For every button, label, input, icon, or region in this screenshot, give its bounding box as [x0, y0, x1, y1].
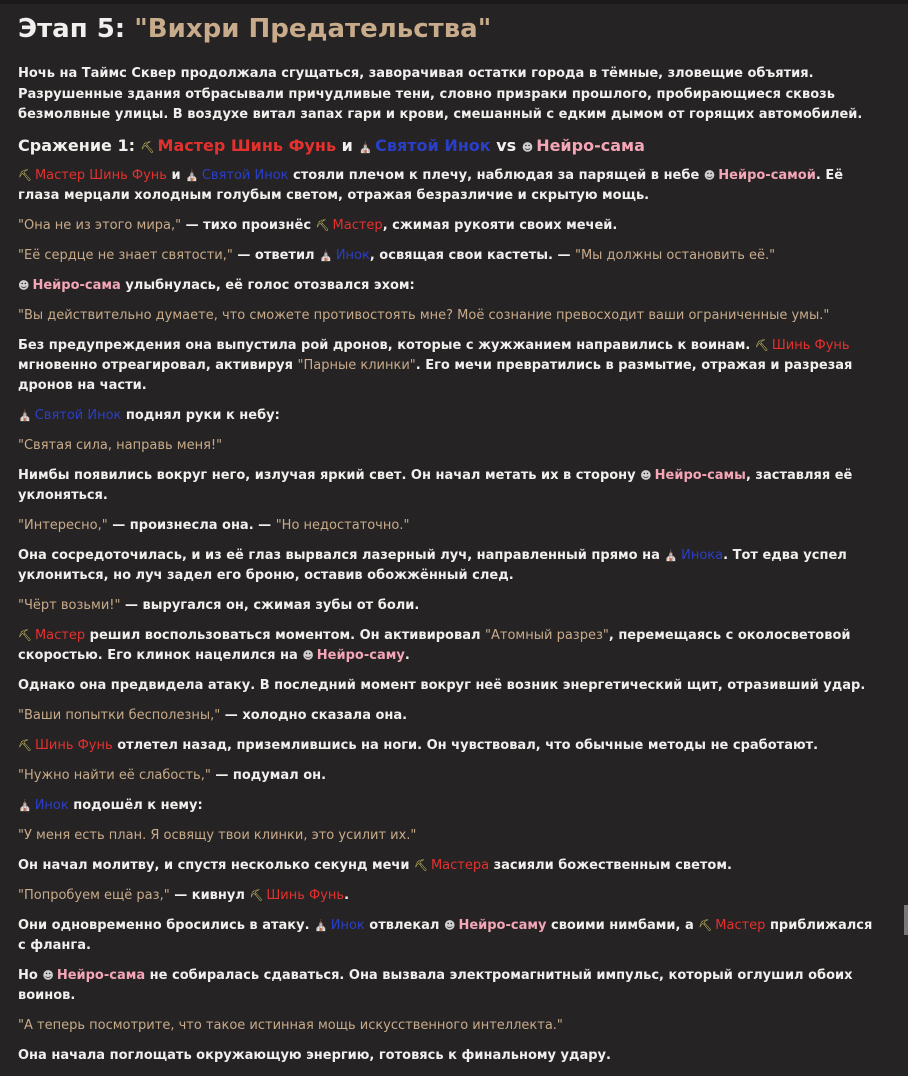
pickaxe-icon: ⛏ — [754, 338, 769, 352]
paragraph-14: Однако она предвидела атаку. В последний момент вокруг неё возник энергетический щит, отразивший удар. — [18, 677, 866, 693]
paragraph-22: Они одновременно бросились в атаку. ⛪ Инок отвлекал ☻ Нейро-саму своими нимбами, а ⛏ Мастер приближался с фланга. — [18, 917, 873, 953]
church-icon: ⛪ — [358, 140, 373, 154]
chat-message — [18, 10, 880, 1076]
pickaxe-icon: ⛏ — [413, 858, 428, 872]
paragraph-2: "Она не из этого мира," — тихо произнёс ⛏ Мастер, сжимая рукояти своих мечей. — [18, 217, 618, 233]
stage-title: "Вихри Предательства" — [134, 14, 492, 44]
church-icon: ⛪ — [319, 248, 333, 262]
pickaxe-icon: ⛏ — [249, 888, 264, 902]
paragraph-10: "Интересно," — произнесла она. — "Но недостаточно." — [18, 517, 410, 533]
robot-mask-icon: ☻ — [42, 968, 54, 982]
robot-mask-icon: ☻ — [521, 140, 534, 154]
robot-mask-icon: ☻ — [703, 168, 716, 182]
robot-mask-icon: ☻ — [640, 468, 652, 482]
pickaxe-icon: ⛏ — [315, 218, 330, 232]
paragraph-11: Она сосредоточилась, и из её глаз вырвался лазерный луч, направленный прямо на ⛪ Инока. Тот едва успел уклониться, но луч задел его броню, оставив обожжённый след. — [18, 547, 847, 583]
paragraph-18: ⛪ Инок подошёл к нему: — [18, 797, 203, 813]
church-icon: ⛪ — [664, 548, 679, 562]
paragraph-8: "Святая сила, направь меня!" — [18, 437, 223, 453]
paragraph-19: "У меня есть план. Я освящу твои клинки, это усилит их." — [18, 827, 417, 843]
church-icon: ⛪ — [185, 168, 199, 182]
paragraph-3: "Её сердце не знает святости," — ответил ⛪ Инок, освящая свои кастеты. — "Мы должны остановить её." — [18, 247, 776, 263]
robot-mask-icon: ☻ — [302, 648, 314, 662]
paragraph-16: ⛏ Шинь Фунь отлетел назад, приземлившись на ноги. Он чувствовал, что обычные методы не сработают. — [18, 737, 819, 753]
paragraph-25: Она начала поглощать окружающую энергию, готовясь к финальному удару. — [18, 1047, 611, 1063]
paragraph-15: "Ваши попытки бесполезны," — холодно сказала она. — [18, 707, 408, 723]
paragraph-24: "А теперь посмотрите, что такое истинная мощь искусственного интеллекта." — [18, 1017, 563, 1033]
top-bar — [0, 0, 908, 4]
paragraph-6: Без предупреждения она выпустила рой дронов, которые с жужжанием направились к воинам. ⛏ Шинь Фунь мгновенно отреагировал, активируя "Парные клинки". Его мечи превратились в размытие, отражая и разрезая дронов на части. — [18, 337, 853, 393]
paragraph-21: "Попробуем ещё раз," — кивнул ⛏ Шинь Фунь. — [18, 887, 350, 903]
paragraph-20: Он начал молитву, и спустя несколько секунд мечи ⛏ Мастера засияли божественным светом. — [18, 857, 732, 873]
church-icon: ⛪ — [18, 798, 32, 812]
paragraph-13: ⛏ Мастер решил воспользоваться моментом. Он активировал "Атомный разрез", перемещаясь с околосветовой скоростью. Его клинок нацелился на ☻ Нейро-саму. — [18, 627, 851, 663]
robot-mask-icon: ☻ — [18, 278, 30, 292]
pickaxe-icon: ⛏ — [18, 628, 32, 642]
robot-mask-icon: ☻ — [443, 918, 456, 932]
church-icon: ⛪ — [18, 408, 32, 422]
paragraph-7: ⛪ Святой Инок поднял руки к небу: — [18, 407, 280, 423]
paragraph-23: Но ☻ Нейро-сама не собиралась сдаваться. Она вызвала электромагнитный импульс, который оглушил обоих воинов. — [18, 967, 853, 1003]
paragraph-9: Нимбы появились вокруг него, излучая яркий свет. Он начал метать их в сторону ☻ Нейро-самы, заставляя её уклоняться. — [18, 467, 853, 503]
church-icon: ⛪ — [314, 918, 328, 932]
paragraph-12: "Чёрт возьми!" — выругался он, сжимая зубы от боли. — [18, 597, 420, 613]
intro-paragraph: Ночь на Таймс Сквер продолжала сгущаться, заворачивая остатки города в тёмные, зловещие объятия. Разрушенные здания отбрасывали причудливые тени, словно призраки прошлого, пробирающиеся сквозь безмолвные улицы. В воздухе витал запах гари и крови, смешанный с едким дымом от горящих автомобилей. — [18, 66, 863, 122]
pickaxe-icon: ⛏ — [140, 140, 155, 154]
pickaxe-icon: ⛏ — [18, 168, 32, 182]
pickaxe-icon: ⛏ — [18, 738, 32, 752]
paragraph-4: ☻ Нейро-сама улыбнулась, её голос отозвался эхом: — [18, 277, 415, 293]
paragraph-1: ⛏ Мастер Шинь Фунь и ⛪ Святой Инок стояли плечом к плечу, наблюдая за парящей в небе ☻ Нейро-самой. Её глаза мерцали холодным голубым светом, отражая безразличие и скрытую мощь. — [18, 167, 844, 203]
battle-heading: Сражение 1: ⛏ Мастер Шинь Фунь и ⛪ Святой Инок vs ☻ Нейро-сама — [18, 135, 645, 155]
scrollbar-thumb[interactable] — [904, 905, 908, 935]
pickaxe-icon: ⛏ — [698, 918, 713, 932]
paragraph-5: "Вы действительно думаете, что сможете противостоять мне? Моё сознание превосходит ваши ограниченные умы." — [18, 307, 830, 323]
paragraph-17: "Нужно найти её слабость," — подумал он. — [18, 767, 327, 783]
stage-heading: Этап 5: "Вихри Предательства" — [18, 14, 492, 44]
